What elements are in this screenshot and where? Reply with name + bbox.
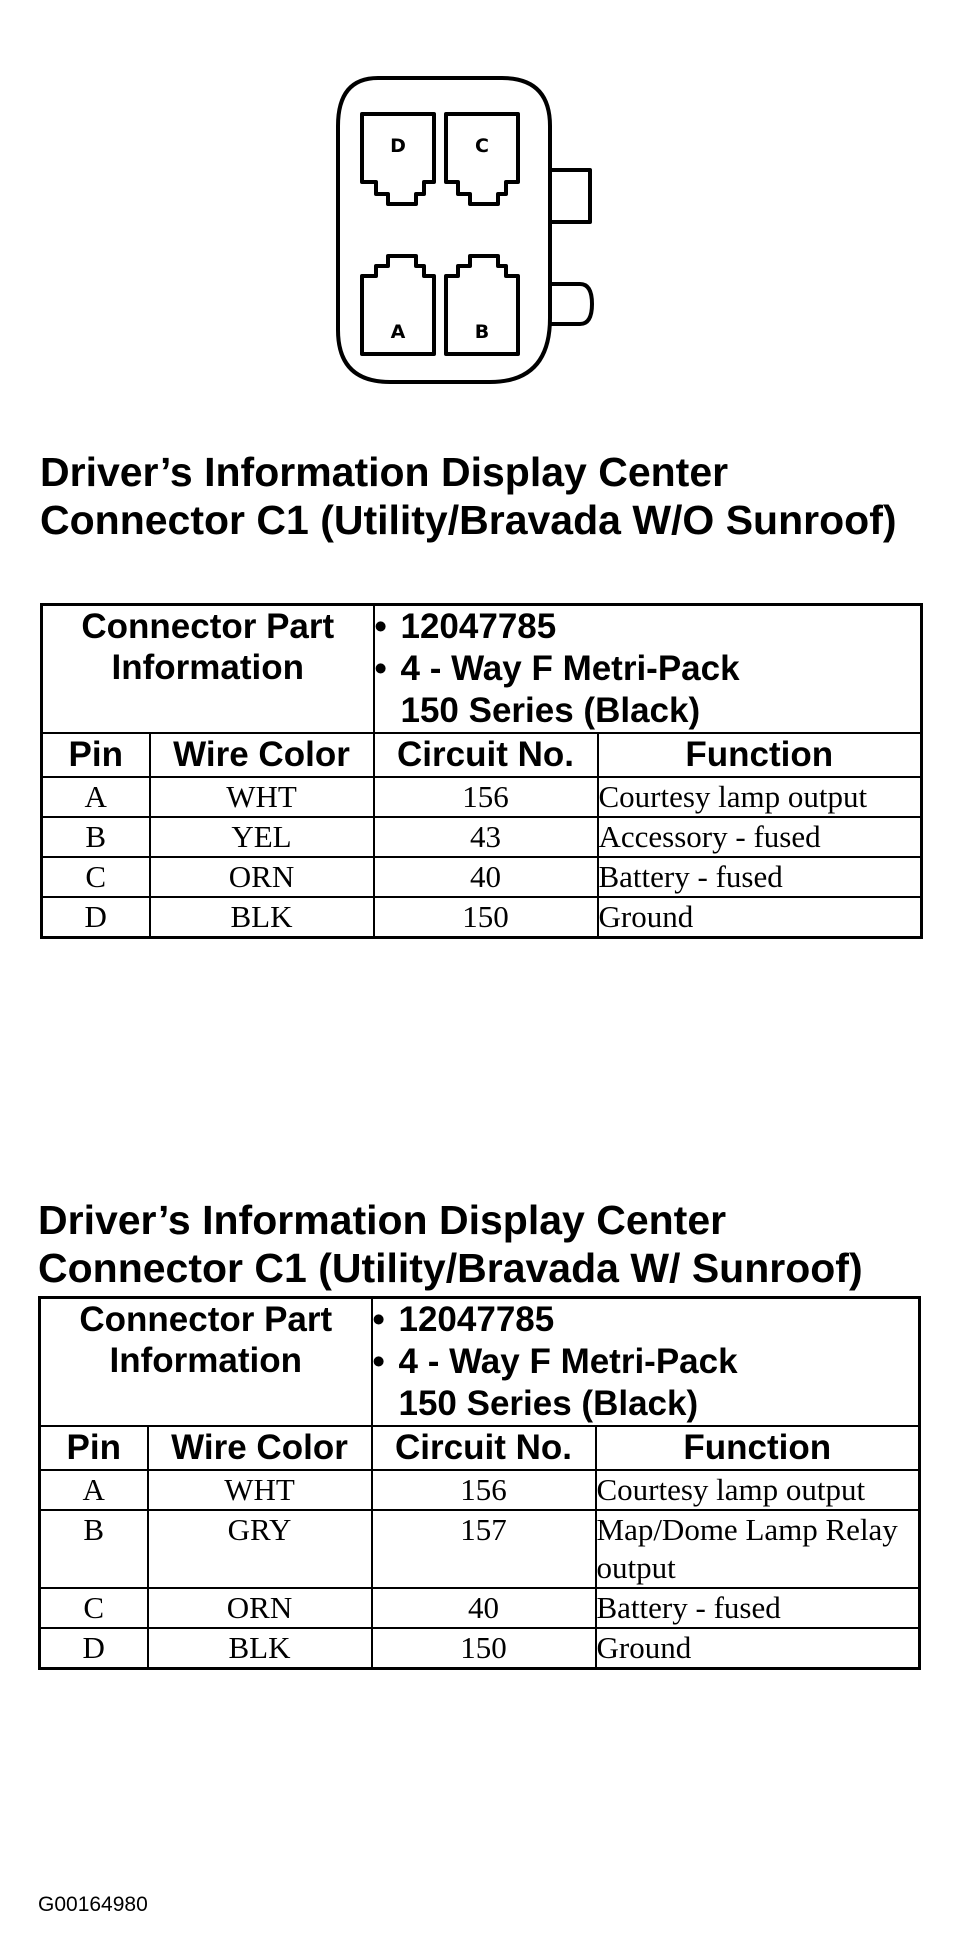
table-row	[40, 1470, 920, 1510]
connector-table	[38, 1296, 921, 1670]
function-cell: Map/Dome Lamp Relay output	[596, 1510, 920, 1588]
function-cell: Ground	[598, 897, 922, 938]
wire-color-cell: WHT	[148, 1470, 372, 1510]
part-info: • 12047785 • 4 - Way F Metri-Pack 150 Series (Black)	[374, 605, 922, 734]
table-row	[42, 897, 922, 938]
pin-cell: B	[42, 817, 150, 857]
pin-cell: A	[40, 1470, 148, 1510]
header-wire-color: Wire Color	[148, 1426, 372, 1470]
header-wire-color: Wire Color	[150, 733, 374, 777]
circuit-cell: 40	[372, 1588, 596, 1628]
function-cell: Battery - fused	[596, 1588, 920, 1628]
part-info-row	[42, 605, 922, 734]
pin-label-b: B	[474, 321, 490, 343]
section-title: Driver’s Information Display Center Connector C1 (Utility/Bravada W/O Sunroof)	[40, 449, 897, 543]
table-row	[40, 1588, 920, 1628]
part-number: 12047785	[398, 1300, 555, 1339]
function-cell: Ground	[596, 1628, 920, 1669]
connector-lock-tab	[550, 170, 590, 222]
table-row	[40, 1510, 920, 1588]
part-label: Connector Part Information	[40, 1298, 372, 1427]
part-series: 150 Series (Black)	[398, 1384, 699, 1423]
wire-color-cell: ORN	[150, 857, 374, 897]
pin-cell: D	[42, 897, 150, 938]
part-label: Connector Part Information	[42, 605, 374, 734]
part-info: • 12047785 • 4 - Way F Metri-Pack 150 Series (Black)	[372, 1298, 920, 1427]
part-number: 12047785	[400, 607, 557, 646]
circuit-cell: 156	[372, 1470, 596, 1510]
connector-face-diagram	[330, 70, 660, 410]
pin-cell: B	[40, 1510, 148, 1588]
cavity-c	[446, 114, 518, 204]
header-row	[40, 1426, 920, 1470]
header-row	[42, 733, 922, 777]
circuit-cell: 150	[372, 1628, 596, 1669]
wire-color-cell: ORN	[148, 1588, 372, 1628]
pin-label-a: A	[390, 321, 406, 343]
pin-cell: C	[42, 857, 150, 897]
circuit-cell: 150	[374, 897, 598, 938]
connector-key-tab	[550, 284, 592, 324]
part-description: 4 - Way F Metri-Pack	[400, 649, 740, 688]
connector-table	[40, 603, 923, 939]
header-function: Function	[598, 733, 922, 777]
wire-color-cell: BLK	[148, 1628, 372, 1669]
part-description: 4 - Way F Metri-Pack	[398, 1342, 738, 1381]
function-cell: Battery - fused	[598, 857, 922, 897]
table-row	[42, 777, 922, 817]
circuit-cell: 43	[374, 817, 598, 857]
table-row	[42, 817, 922, 857]
function-cell: Accessory - fused	[598, 817, 922, 857]
pin-cell: D	[40, 1628, 148, 1669]
part-info-row	[40, 1298, 920, 1427]
function-cell: Courtesy lamp output	[598, 777, 922, 817]
function-cell: Courtesy lamp output	[596, 1470, 920, 1510]
pin-label-d: D	[390, 135, 406, 157]
wire-color-cell: BLK	[150, 897, 374, 938]
table-row	[42, 857, 922, 897]
header-function: Function	[596, 1426, 920, 1470]
circuit-cell: 40	[374, 857, 598, 897]
header-circuit-no: Circuit No.	[372, 1426, 596, 1470]
header-pin: Pin	[42, 733, 150, 777]
cavity-d	[362, 114, 434, 204]
pin-cell: A	[42, 777, 150, 817]
header-circuit-no: Circuit No.	[374, 733, 598, 777]
figure-code: G00164980	[38, 1893, 148, 1916]
pin-label-c: C	[475, 135, 489, 157]
table-row	[40, 1628, 920, 1669]
pin-cell: C	[40, 1588, 148, 1628]
wire-color-cell: WHT	[150, 777, 374, 817]
wire-color-cell: GRY	[148, 1510, 372, 1588]
section-title: Driver’s Information Display Center Connector C1 (Utility/Bravada W/ Sunroof)	[38, 1197, 863, 1291]
part-series: 150 Series (Black)	[400, 691, 701, 730]
circuit-cell: 156	[374, 777, 598, 817]
header-pin: Pin	[40, 1426, 148, 1470]
wire-color-cell: YEL	[150, 817, 374, 857]
circuit-cell: 157	[372, 1510, 596, 1588]
